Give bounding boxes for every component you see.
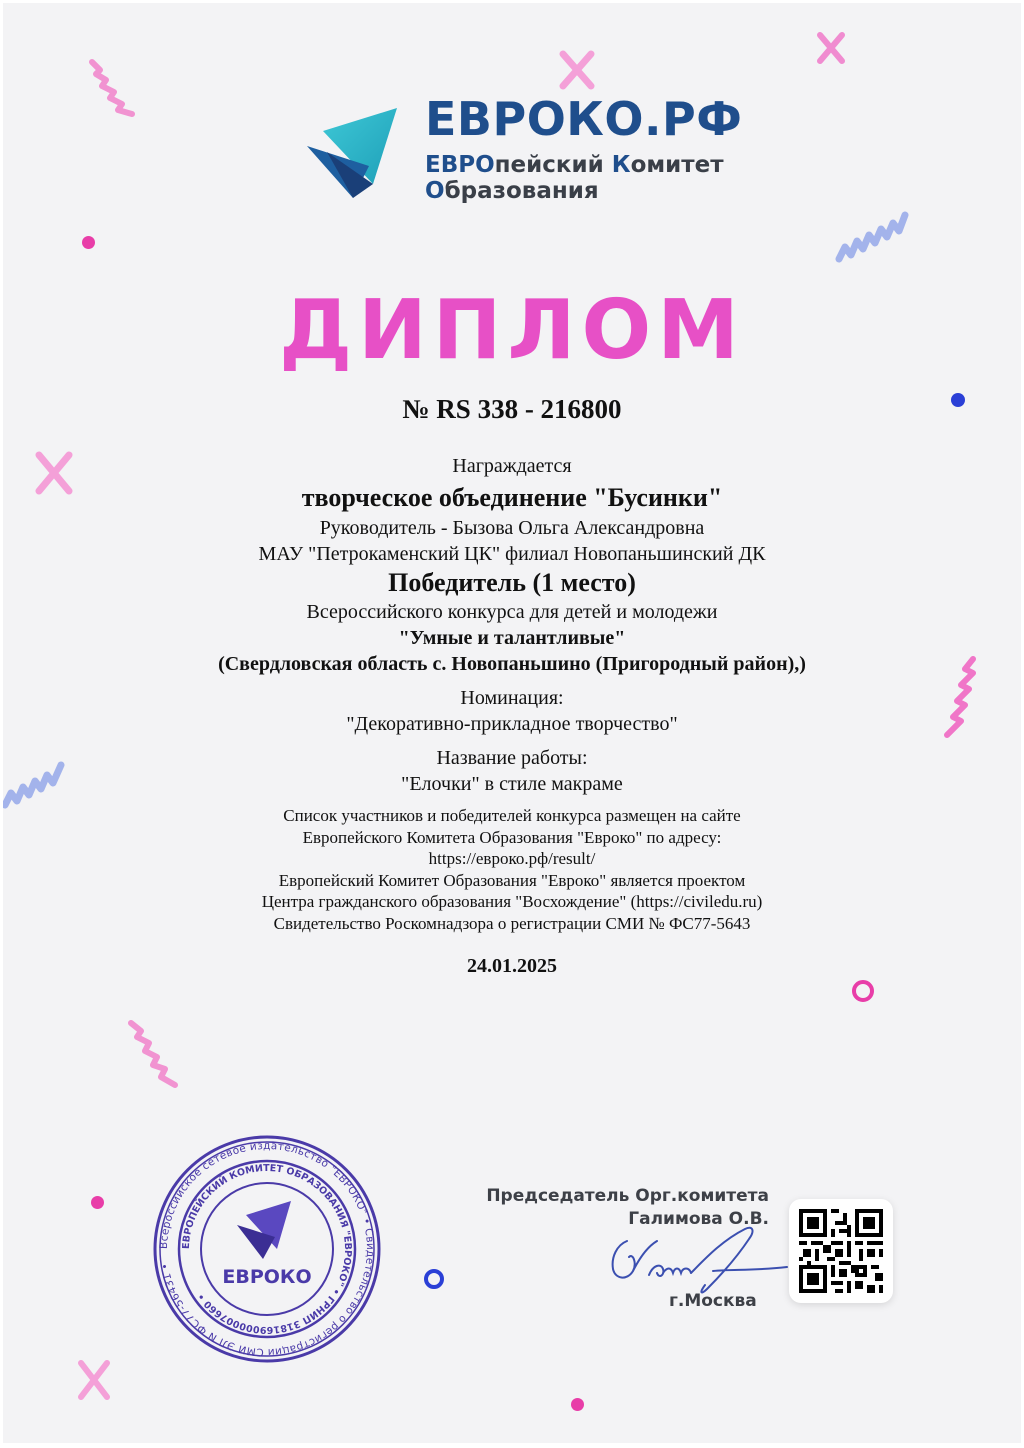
info-line: Список участников и победителей конкурса размещен на сайте [283,806,741,825]
region-line: (Свердловская область с. Новопаньшино (Пригородный район),) [218,653,806,675]
info-line: Европейского Комитета Образования "Евроко" по адресу: [302,827,722,847]
evroko-logo [303,92,743,213]
awarded-label: Награждается [452,455,572,477]
work-label: Название работы: [436,747,588,769]
stamp-center-text: ЕВРОКО [222,1266,312,1288]
leader-line: Руководитель - Бызова Ольга Александровна [319,517,705,539]
chairman-title: Председатель Орг.комитета [486,1186,769,1206]
info-line: Европейский Комитет Образования "Евроко" является проектом [278,870,746,890]
chairman-name: Галимова О.В. [628,1209,769,1229]
confetti-zigzag-pink [88,58,158,118]
diploma-number: № RS 338 - 216800 [402,394,622,424]
official-stamp [151,1133,383,1365]
logo-text: бразования [444,178,599,204]
qr-code-icon [799,1209,883,1293]
stamp-inner-text: ЕВРОПЕЙСКИЙ КОМИТЕТ ОБРАЗОВАНИЯ "ЕВРОКО" • ГРНИП 318169000007660 • [180,1162,354,1336]
ring-blue [424,1269,444,1289]
city-label: г.Москва [669,1291,757,1311]
confetti-sparkle-pink [816,31,846,65]
diploma-date: 24.01.2025 [467,955,557,977]
confetti-zigzag-pink [127,1019,193,1091]
diploma-title: ДИПЛОМ [279,283,745,378]
work-value: "Елочки" в стиле макраме [401,773,623,795]
logo-highlight: О [425,178,445,204]
dot-pink [82,236,95,249]
logo-text: омитет [630,152,724,178]
nomination-value: "Декоративно-прикладное творчество" [346,713,678,735]
contest-name: "Умные и талантливые" [398,627,626,649]
qr-code[interactable] [789,1199,893,1303]
diploma-page [3,3,1021,1443]
organization-line: МАУ "Петрокаменский ЦК" филиал Новопаньшинский ДК [258,543,766,565]
info-line: Свидетельство Роскомнадзора о регистрации СМИ № ФС77-5643 [273,913,751,933]
dot-pink [571,1398,584,1411]
logo-subtitle-line1 [425,152,724,178]
confetti-zigzag-blue [835,203,911,265]
contest-type: Всероссийского конкурса для детей и молодежи [306,601,718,623]
info-line: Центра гражданского образования "Восхождение" (https://civiledu.ru) [261,892,763,911]
info-block [3,805,1021,934]
dot-pink [91,1196,104,1209]
logo-text: пейский [494,152,612,178]
logo-highlight: К [611,152,631,178]
confetti-sparkle-pink [77,1359,111,1401]
nomination-label: Номинация: [460,687,564,709]
stamp-outer-text: Всероссийское сетевое издательство "ЕВРОКО" • Свидетельство о регистрации СМИ ЭЛ N ФС77-56431 • [157,1139,377,1359]
confetti-sparkle-pink [559,50,595,90]
stamp-logo-icon [237,1201,291,1259]
logo-title: ЕВРОКО.РФ [425,92,743,146]
ring-pink [852,980,874,1002]
logo-triangle-icon [303,106,403,206]
info-link[interactable]: https://евроко.рф/result/ [428,849,596,868]
place-line: Победитель (1 место) [388,568,636,597]
logo-highlight: ЕВРО [425,152,495,178]
logo-subtitle-line2 [425,178,599,204]
recipient-name: творческое объединение "Бусинки" [301,483,723,512]
